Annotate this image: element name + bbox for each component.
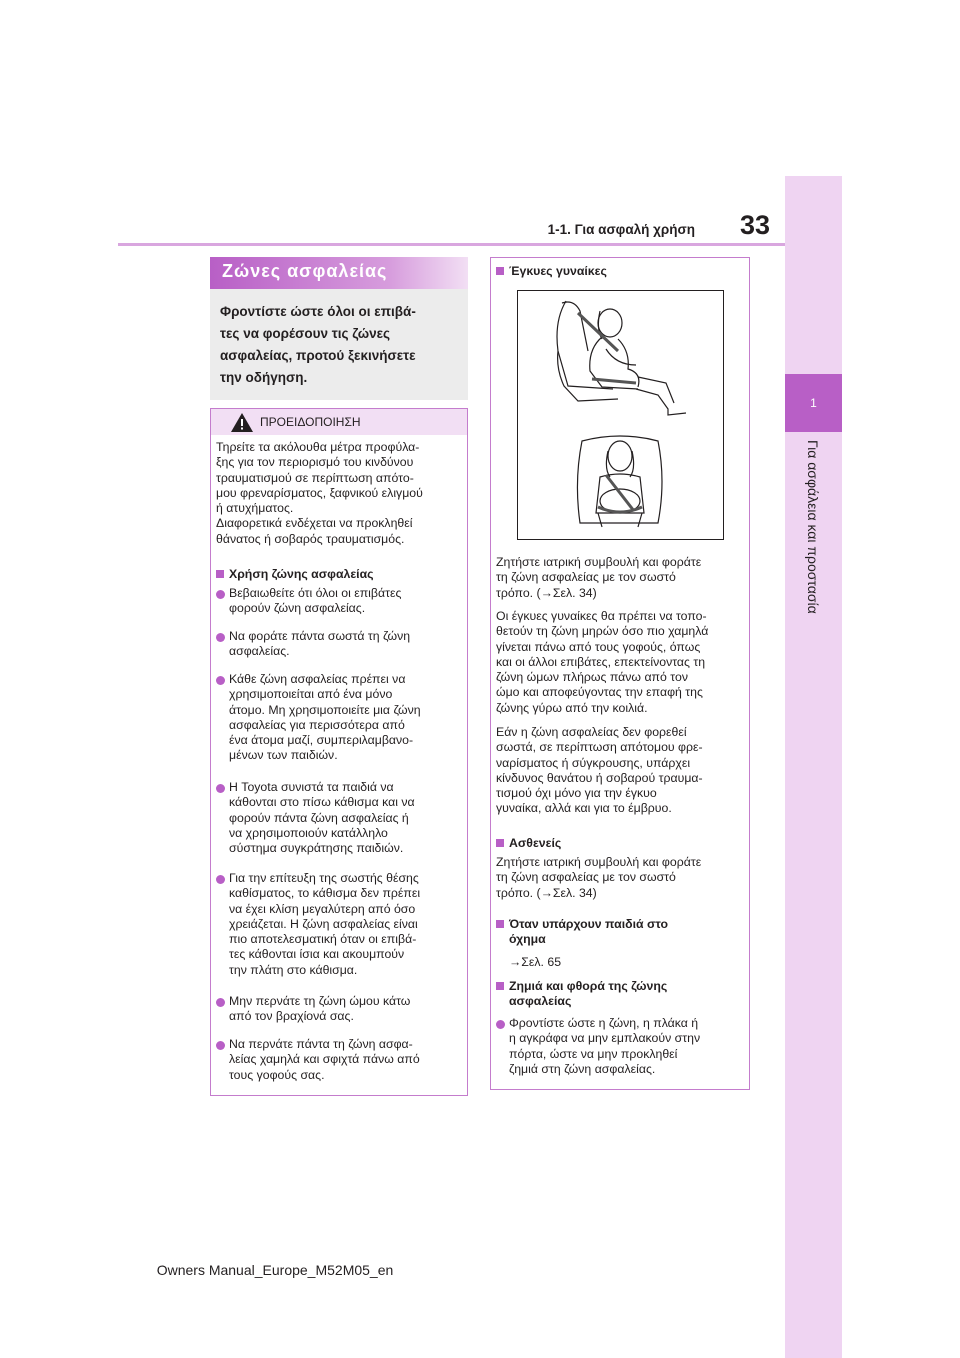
- text-line: ώμο και αποφεύγοντας την επαφή της: [496, 685, 703, 700]
- children-page-reference[interactable]: →Σελ. 65: [509, 955, 562, 969]
- square-bullet-icon: [496, 267, 504, 275]
- text-line: τη ζώνη ασφαλείας με τον σωστό: [496, 570, 676, 585]
- text-line: Να περνάτε πάντα τη ζώνη ασφα-: [229, 1037, 413, 1051]
- text-line: Οι έγκυες γυναίκες θα πρέπει να τοπο-: [496, 609, 707, 623]
- topic-title-bar: [210, 257, 468, 289]
- text-line: χρησιμοποιείται από ένα μόνο: [229, 687, 393, 702]
- text-line: να χρησιμοποιούν κατάλληλο: [229, 825, 388, 840]
- text-line: φορούν πάντα ζώνη ασφαλείας ή: [229, 810, 409, 825]
- text-line: θετούν τη ζώνη μηρών όσο πιο χαμηλά: [496, 624, 709, 639]
- bullet-dot-icon: [216, 784, 225, 793]
- text-line: Μην περνάτε τη ζώνη ώμου κάτω: [229, 994, 411, 1008]
- text-line: από τον βραχίονά σας.: [229, 1009, 354, 1024]
- text-line: να έχει κλίση μεγαλύτερη από όσο: [229, 901, 416, 916]
- bullet-item: [229, 672, 465, 764]
- text-line: Κάθε ζώνη ασφαλείας πρέπει να: [229, 672, 406, 686]
- pregnant-paragraph-1: [496, 555, 746, 601]
- text-line: η αγκράφα να μην εμπλακούν στην: [509, 1031, 701, 1046]
- text-line: ή ατυχήματος.: [216, 501, 294, 516]
- text-line: γίνεται πάνω από τους γοφούς, όπως: [496, 639, 701, 654]
- text-line: Η Toyota συνιστά τα παιδιά να: [229, 780, 394, 794]
- text-line: ναρίσματος ή σύγκρουσης, υπάρχει: [496, 755, 691, 770]
- subheading-text: όχημα: [509, 932, 546, 947]
- text-line: γυναίκα, αλλά και για το έμβρυο.: [496, 801, 672, 816]
- subheading-seatbelt-use: [216, 567, 374, 582]
- subheading-ill: [496, 836, 561, 851]
- text-line: καθίσματος, το κάθισμα δεν πρέπει: [229, 886, 421, 901]
- bullet-dot-icon: [216, 1041, 225, 1050]
- text-line: Βεβαιωθείτε ότι όλοι οι επιβάτες: [229, 586, 402, 600]
- text-line: ζημιά στη ζώνη ασφαλείας.: [509, 1061, 656, 1076]
- pregnant-paragraph-2: [496, 609, 746, 716]
- bullet-item: [229, 994, 465, 1025]
- subheading-text: Έγκυες γυναίκες: [509, 264, 607, 278]
- header-rule: [118, 243, 785, 246]
- text-line: τες κάθονται ίσια και ακουμπούν: [229, 947, 405, 962]
- intro-line: τες να φορέσουν τις ζώνες: [220, 326, 391, 341]
- text-line: ασφαλείας.: [229, 644, 290, 659]
- square-bullet-icon: [496, 920, 504, 928]
- text-line: τραυματισμού σε περίπτωση απότο-: [216, 470, 414, 485]
- subheading-text: Ζημιά και φθορά της ζώνης: [509, 979, 668, 993]
- warning-header: [211, 409, 467, 435]
- text-line: τη ζώνη ασφαλείας με τον σωστό: [496, 870, 676, 885]
- text-line: σύστημα συγκράτησης παιδιών.: [229, 841, 404, 856]
- bullet-item: [229, 586, 465, 617]
- warning-icon: [231, 413, 253, 432]
- text-line: Ζητήστε ιατρική συμβουλή και φοράτε: [496, 555, 702, 569]
- text-line: φορούν ζώνη ασφαλείας.: [229, 601, 366, 616]
- pregnant-paragraph-3: [496, 725, 746, 817]
- text-line: σωστά, σε περίπτωση απότομου φρε-: [496, 740, 703, 755]
- chapter-number-tab: 1: [785, 374, 842, 432]
- text-line: θάνατος ή σοβαρός τραυματισμός.: [216, 531, 405, 546]
- chapter-tab-text: Για ασφάλεια και προστασία: [805, 440, 821, 614]
- text-line: λείας χαμηλά και σφιχτά πάνω από: [229, 1052, 420, 1067]
- subheading-text: ασφαλείας: [509, 994, 572, 1009]
- text-line: Ζητήστε ιατρική συμβουλή και φοράτε: [496, 855, 702, 869]
- text-line: κίνδυνος θανάτου ή σοβαρού τραυμα-: [496, 770, 703, 785]
- intro-line: την οδήγηση.: [220, 370, 308, 385]
- illustration-svg: [518, 291, 723, 539]
- text-line: την πλάτη στο κάθισμα.: [229, 962, 358, 977]
- bullet-item: [229, 1037, 465, 1083]
- bullet-item: [229, 871, 465, 978]
- text-line: τους γοφούς σας.: [229, 1067, 325, 1082]
- text-line: μου φρεναρίσματος, ξαφνικού ελιγμού: [216, 485, 423, 500]
- page-number: 33: [739, 210, 770, 240]
- subheading-pregnant: [496, 264, 607, 279]
- text-line: Τηρείτε τα ακόλουθα μέτρα προφύλα-: [216, 440, 420, 454]
- text-line: μένων των παιδιών.: [229, 748, 338, 763]
- section-title: 1-1. Για ασφαλή χρήση: [547, 222, 695, 237]
- intro-line: Φροντίστε ώστε όλοι οι επιβά-: [220, 304, 416, 319]
- text-line: Να φοράτε πάντα σωστά τη ζώνη: [229, 629, 411, 643]
- intro-text: [220, 301, 460, 389]
- text-line: ζώνη ώμων πλήρως πάνω από τον: [496, 670, 688, 685]
- text-line: ζώνης γύρω από την κοιλιά.: [496, 700, 648, 715]
- pregnant-seatbelt-illustration: [517, 290, 724, 540]
- text-line: Εάν η ζώνη ασφαλείας δεν φορεθεί: [496, 725, 687, 739]
- warning-label: ΠΡΟΕΙΔΟΠΟΙΗΣΗ: [260, 415, 361, 429]
- bullet-dot-icon: [216, 998, 225, 1007]
- text-line: Φροντίστε ώστε η ζώνη, η πλάκα ή: [509, 1016, 699, 1030]
- text-line: τισμού όχι μόνο για την έγκυο: [496, 786, 657, 801]
- bullet-dot-icon: [216, 590, 225, 599]
- chapter-tab-band: [785, 176, 842, 1358]
- intro-box: [210, 289, 468, 400]
- subheading-children: [496, 917, 746, 948]
- text-line: πιο αποτελεσματική όταν οι επιβά-: [229, 932, 417, 947]
- bullet-dot-icon: [216, 633, 225, 642]
- subheading-text: Χρήση ζώνης ασφαλείας: [229, 567, 374, 581]
- square-bullet-icon: [216, 570, 224, 578]
- topic-title: Ζώνες ασφαλείας: [222, 261, 388, 281]
- text-line: Διαφορετικά ενδέχεται να προκληθεί: [216, 516, 413, 531]
- intro-line: ασφαλείας, προτού ξεκινήσετε: [220, 348, 416, 363]
- text-line: ξης για τον περιορισμό του κινδύνου: [216, 455, 414, 470]
- text-line: ασφαλείας για περισσότερα από: [229, 717, 405, 732]
- square-bullet-icon: [496, 982, 504, 990]
- page-reference-link[interactable]: τρόπο. (→Σελ. 34): [496, 585, 597, 600]
- bullet-dot-icon: [496, 1020, 505, 1029]
- subheading-damage: [496, 979, 746, 1010]
- text-line: και οι άλλοι επιβάτες, επεκτείνοντας τη: [496, 654, 706, 669]
- text-line: άτομο. Μη χρησιμοποιείτε μια ζώνη: [229, 702, 421, 717]
- ill-paragraph: [496, 855, 746, 901]
- page-reference-link[interactable]: τρόπο. (→Σελ. 34): [496, 885, 597, 900]
- subheading-text: Όταν υπάρχουν παιδιά στο: [509, 917, 669, 931]
- text-line: Για την επίτευξη της σωστής θέσης: [229, 871, 419, 885]
- bullet-item: [229, 629, 465, 660]
- square-bullet-icon: [496, 839, 504, 847]
- text-line: πόρτα, ώστε να μην προκληθεί: [509, 1046, 678, 1061]
- bullet-dot-icon: [216, 676, 225, 685]
- footer-doc-id: Owners Manual_Europe_M52M05_en: [156, 1262, 394, 1278]
- bullet-dot-icon: [216, 875, 225, 884]
- damage-bullet: [509, 1016, 747, 1077]
- subheading-text: Ασθενείς: [509, 836, 562, 850]
- bullet-item: [229, 780, 465, 856]
- warning-text: [216, 440, 464, 547]
- text-line: χρειάζεται. Η ζώνη ασφαλείας είναι: [229, 916, 418, 931]
- text-line: ένα άτομα μαζί, συμπεριλαμβανο-: [229, 733, 414, 748]
- text-line: κάθονται στο πίσω κάθισμα και να: [229, 795, 415, 810]
- chapter-tab-label: [805, 440, 825, 640]
